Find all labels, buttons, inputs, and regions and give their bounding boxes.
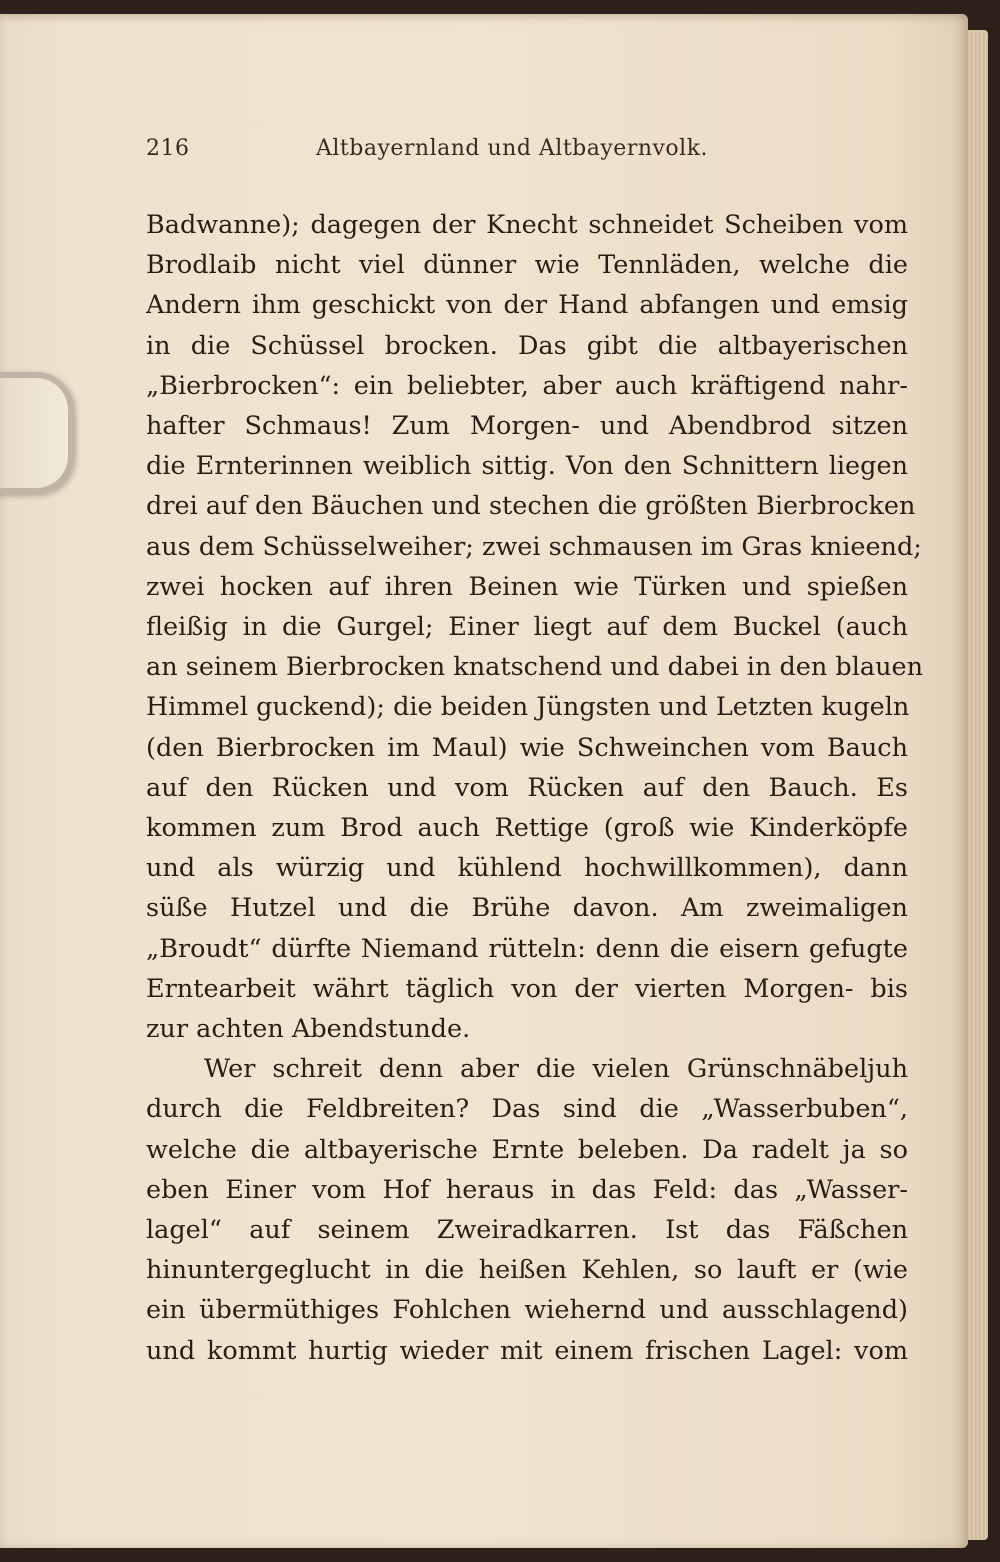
page-header	[146, 136, 906, 166]
text-line: ein übermüthiges Fohlchen wiehernd und ausschlagend)	[146, 1295, 908, 1326]
text-line: aus dem Schüsselweiher; zwei schmausen im Gras knieend;	[146, 531, 922, 562]
text-line: Himmel guckend); die beiden Jüngsten und Letzten kugeln	[146, 692, 910, 723]
text-line: auf den Rücken und vom Rücken auf den Bauch. Es	[146, 772, 908, 803]
text-line: welche die altbayerische Ernte beleben. Da radelt ja so	[146, 1134, 908, 1165]
running-title: Altbayernland und Altbayernvolk.	[316, 136, 709, 161]
text-line: „Broudt“ dürfte Niemand rütteln: denn die eisern gefugte	[146, 933, 908, 964]
text-line: süße Hutzel und die Brühe davon. Am zweimaligen	[146, 893, 908, 924]
text-line: lagel“ auf seinem Zweiradkarren. Ist das Fäßchen	[146, 1215, 908, 1246]
text-line: durch die Feldbreiten? Das sind die „Wasserbuben“,	[146, 1094, 908, 1125]
body-text	[146, 205, 924, 1371]
text-line: (den Bierbrocken im Maul) wie Schweinchen vom Bauch	[146, 732, 908, 763]
text-line: Badwanne); dagegen der Knecht schneidet Scheiben vom	[146, 210, 908, 240]
page-number: 216	[146, 136, 190, 161]
text-line: „Bierbrocken“: ein beliebter, aber auch kräftigend nahr-	[146, 370, 908, 401]
text-line: an seinem Bierbrocken knatschend und dabei in den blauen	[146, 652, 924, 683]
text-line: zwei hocken auf ihren Beinen wie Türken und spießen	[146, 571, 908, 602]
paper-clip	[0, 372, 74, 494]
text-line: die Ernterinnen weiblich sittig. Von den Schnittern liegen	[146, 451, 908, 482]
text-line: hinuntergeglucht in die heißen Kehlen, so lauft er (wie	[146, 1255, 908, 1286]
text-line: hafter Schmaus! Zum Morgen- und Abendbrod sitzen	[146, 411, 908, 442]
text-line: kommen zum Brod auch Rettige (groß wie Kinderköpfe	[146, 813, 908, 844]
text-line: zur achten Abendstunde.	[146, 1014, 471, 1045]
text-line: Brodlaib nicht viel dünner wie Tennläden, welche die	[146, 250, 908, 281]
text-line: und als würzig und kühlend hochwillkommen), dann	[146, 853, 908, 884]
text-line: drei auf den Bäuchen und stechen die größten Bierbrocken	[146, 491, 916, 522]
text-line: in die Schüssel brocken. Das gibt die altbayerischen	[146, 330, 908, 361]
text-line: Wer schreit denn aber die vielen Grünschnäbeljuh	[204, 1054, 908, 1085]
text-line: Andern ihm geschickt von der Hand abfangen und emsig	[146, 290, 908, 321]
text-line: Erntearbeit währt täglich von der vierten Morgen- bis	[146, 973, 908, 1004]
text-line: eben Einer vom Hof heraus in das Feld: das „Wasser-	[146, 1174, 908, 1205]
text-line: und kommt hurtig wieder mit einem frischen Lagel: vom	[146, 1335, 908, 1366]
text-line: fleißig in die Gurgel; Einer liegt auf dem Buckel (auch	[146, 612, 908, 643]
